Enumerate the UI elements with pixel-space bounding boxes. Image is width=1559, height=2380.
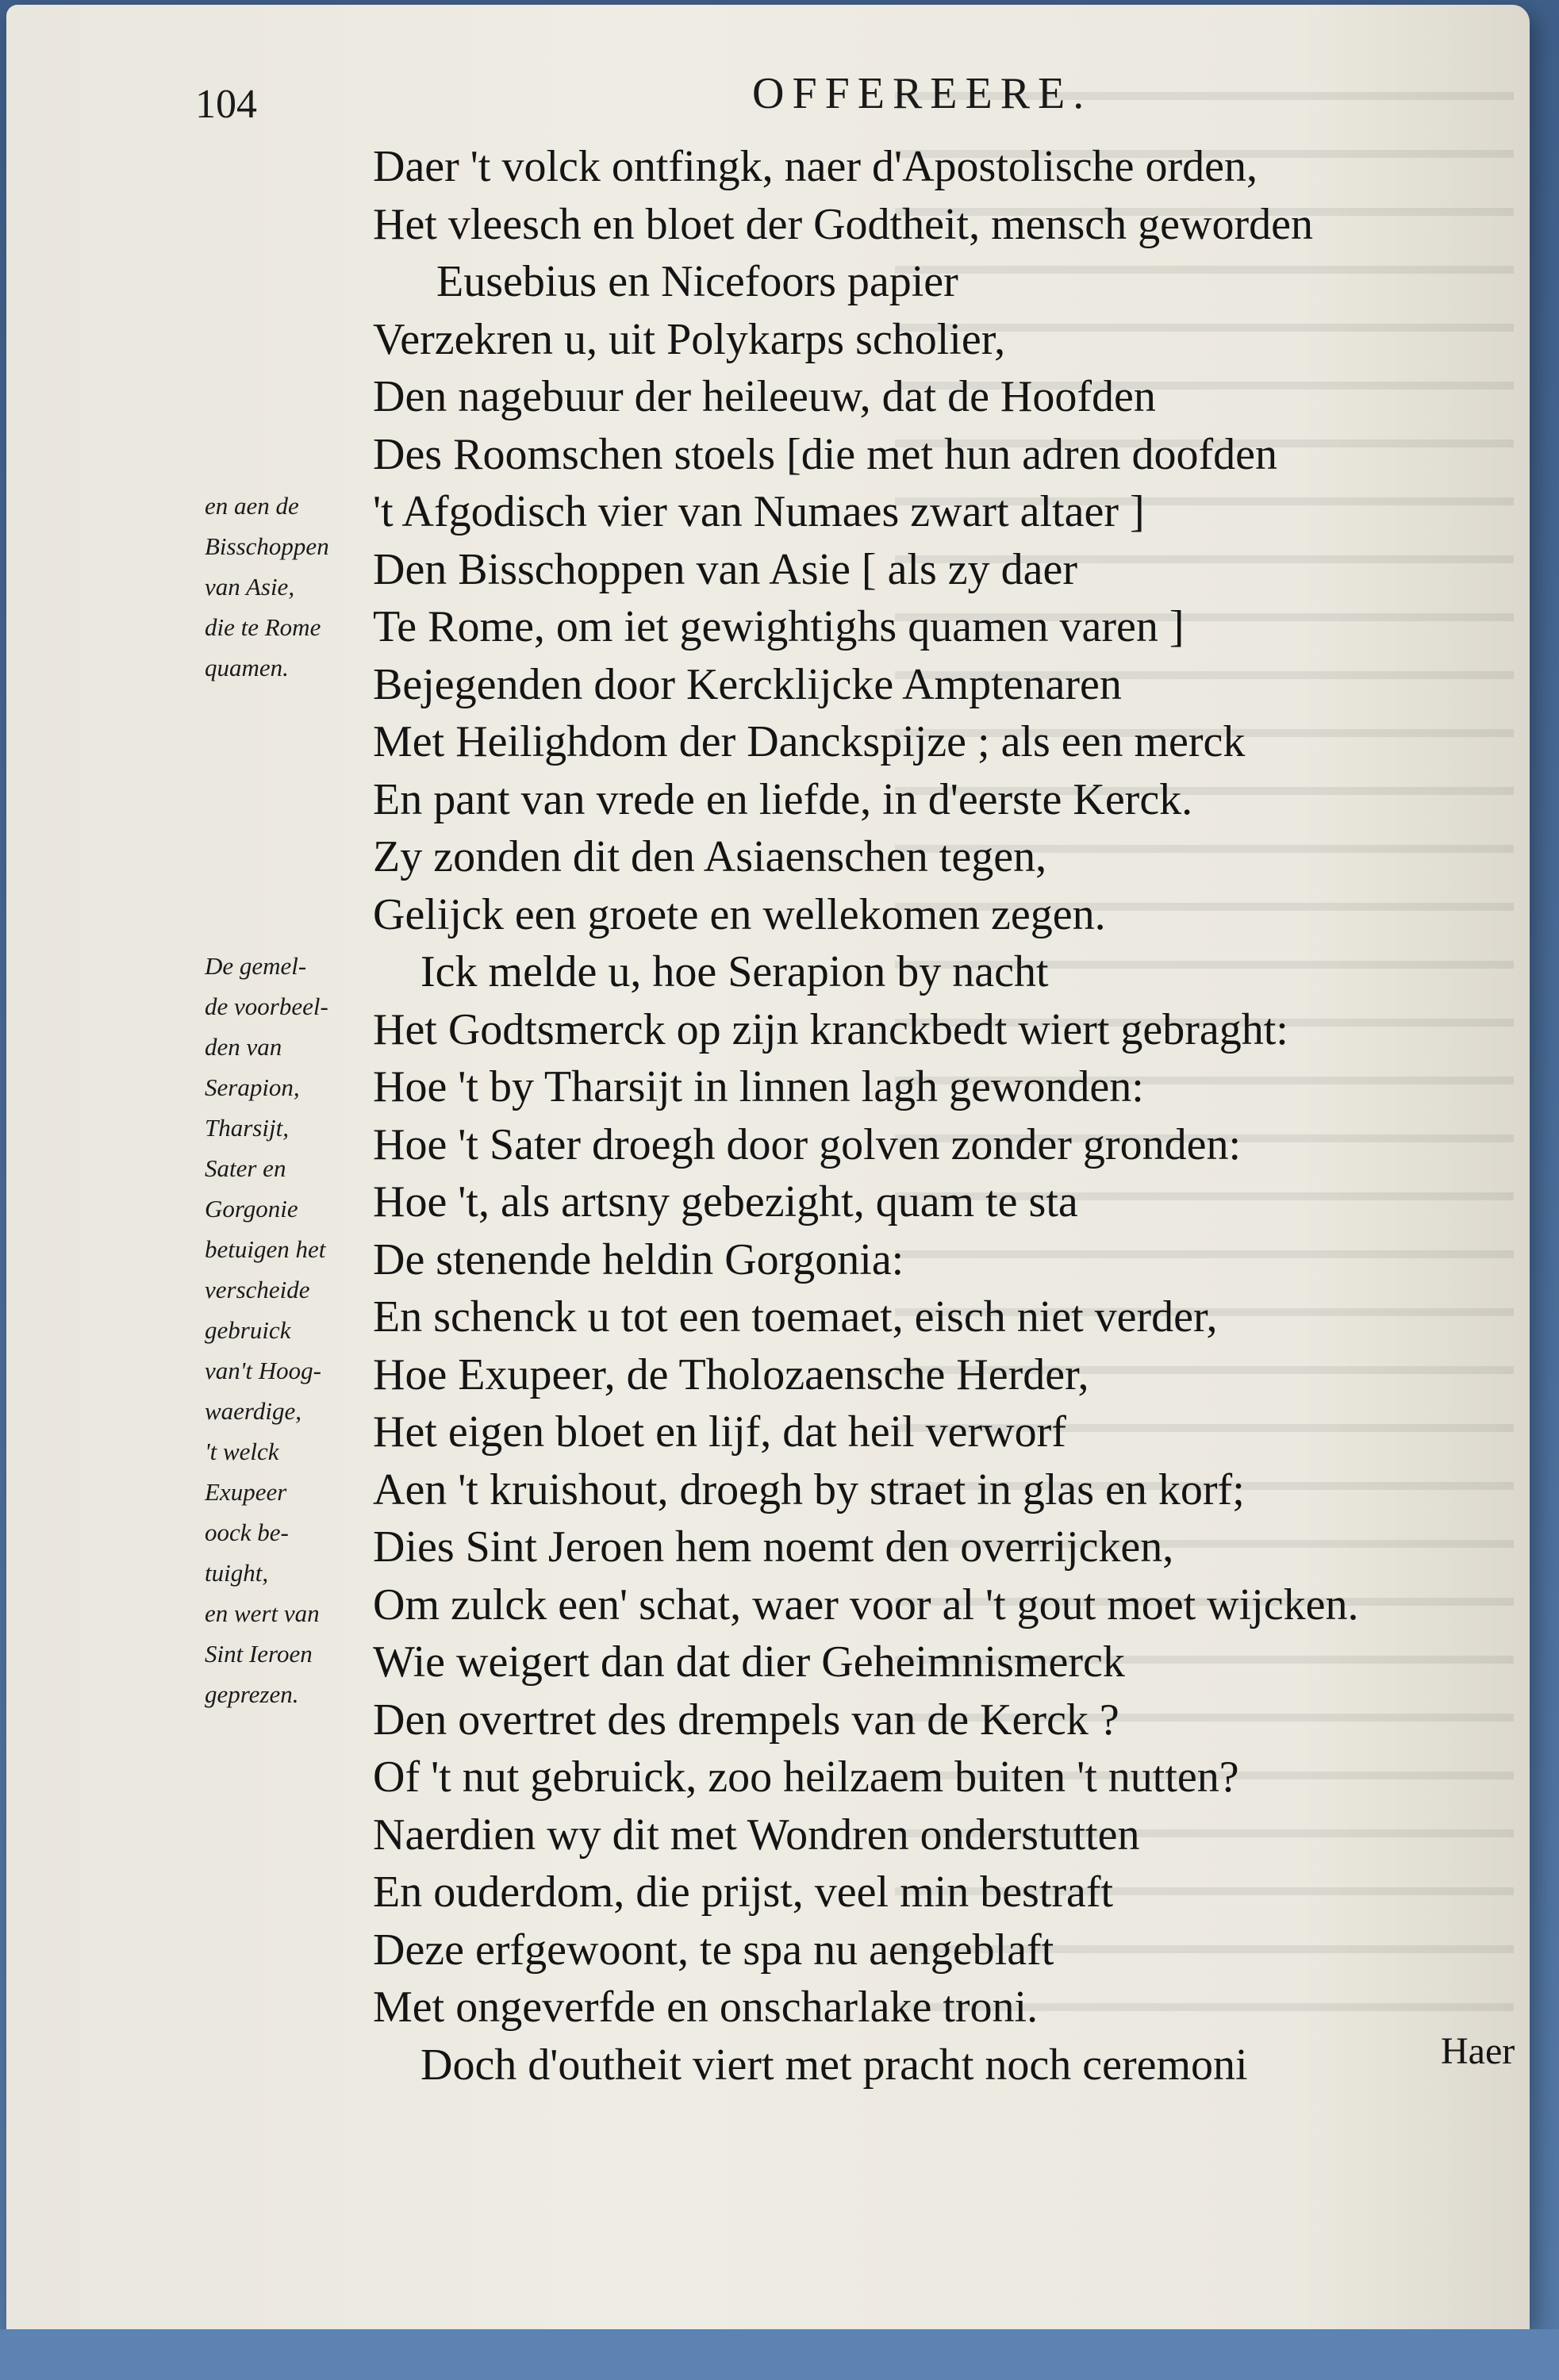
poem-line: En pant van vrede en liefde, in d'eerste Kerck. [373, 774, 1193, 824]
margin-note-line: Sint Ieroen [205, 1640, 313, 1668]
running-title: OFFEREERE. [752, 69, 1092, 118]
poem-body [373, 138, 1530, 2094]
poem-line: Naerdien wy dit met Wondren onderstutten [373, 1810, 1140, 1860]
margin-note-line: en wert van [205, 1599, 320, 1627]
margin-note-line: waerdige, [205, 1397, 301, 1425]
margin-note-line: van't Hoog- [205, 1357, 321, 1384]
margin-note-line: Exupeer [205, 1478, 287, 1506]
margin-note-line: geprezen. [205, 1680, 299, 1708]
margin-note-line: tuight, [205, 1559, 269, 1587]
poem-line: Eusebius en Nicefoors papier [436, 257, 958, 306]
margin-note-line: Sater en [205, 1154, 286, 1182]
margin-note-line: Tharsijt, [205, 1114, 289, 1142]
book-page [6, 5, 1530, 2329]
margin-note-line: gebruick [205, 1316, 291, 1344]
poem-line: Wie weigert dan dat dier Geheimnismerck [373, 1637, 1125, 1687]
poem-line: Hoe 't Sater droegh door golven zonder gronden: [373, 1119, 1241, 1169]
poem-line: En ouderdom, die prijst, veel min bestraft [373, 1868, 1114, 1917]
poem-line: Deze erfgewoont, te spa nu aengeblaft [373, 1925, 1054, 1975]
poem-line: Doch d'outheit viert met pracht noch ceremoni [420, 2040, 1248, 2090]
margin-note-line: Gorgonie [205, 1195, 298, 1223]
margin-note-line: quamen. [205, 654, 289, 681]
poem-line: Des Roomschen stoels [die met hun adren doofden [373, 429, 1277, 479]
poem-line: Of 't nut gebruick, zoo heilzaem buiten 't nutten? [373, 1752, 1239, 1802]
background-strip [0, 2329, 1559, 2380]
poem-line: Verzekren u, uit Polykarps scholier, [373, 314, 1006, 364]
poem-line: Zy zonden dit den Asiaenschen tegen, [373, 832, 1047, 881]
poem-line: Dies Sint Jeroen hem noemt den overrijcken, [373, 1522, 1174, 1572]
poem-line: Het eigen bloet en lijf, dat heil verworf [373, 1407, 1066, 1457]
poem-line: Gelijck een groete en wellekomen zegen. [373, 889, 1106, 939]
poem-line: Hoe 't by Tharsijt in linnen lagh gewonden: [373, 1062, 1144, 1111]
poem-line: Bejegenden door Kercklijcke Amptenaren [373, 659, 1122, 709]
margin-note-line: den van [205, 1033, 282, 1061]
poem-line: Den Bisschoppen van Asie [ als zy daer [373, 544, 1077, 594]
page-number: 104 [195, 82, 257, 127]
poem-line: Hoe 't, als artsny gebezight, quam te sta [373, 1177, 1078, 1226]
poem-line: En schenck u tot een toemaet, eisch niet verder, [373, 1292, 1218, 1342]
margin-note-line: 't welck [205, 1438, 279, 1465]
margin-note-line: de voorbeel- [205, 992, 328, 1020]
poem-line: Om zulck een' schat, waer voor al 't gout moet wijcken. [373, 1580, 1359, 1630]
poem-line: De stenende heldin Gorgonia: [373, 1234, 904, 1284]
margin-note-line: die te Rome [205, 613, 321, 641]
margin-note-line: Bisschoppen [205, 532, 329, 560]
poem-line: Hoe Exupeer, de Tholozaensche Herder, [373, 1349, 1089, 1399]
poem-line: Daer 't volck ontfingk, naer d'Apostolische orden, [373, 142, 1258, 191]
catchword: Haer [1441, 2030, 1515, 2072]
margin-note-bishops [205, 486, 363, 688]
margin-note-examples [205, 946, 363, 1714]
poem-line: Den overtret des drempels van de Kerck ? [373, 1695, 1119, 1745]
poem-line: Het vleesch en bloet der Godtheit, mensch geworden [373, 199, 1313, 249]
poem-line: Aen 't kruishout, droegh by straet in glas en korf; [373, 1464, 1245, 1514]
poem-line: Met Heilighdom der Danckspijze ; als een merck [373, 717, 1246, 766]
margin-note-line: betuigen het [205, 1235, 326, 1263]
margin-note-line: De gemel- [205, 952, 307, 980]
poem-line: Den nagebuur der heileeuw, dat de Hoofden [373, 372, 1156, 421]
margin-note-line: oock be- [205, 1518, 289, 1546]
margin-note-line: verscheide [205, 1276, 310, 1303]
margin-note-line: Serapion, [205, 1073, 300, 1101]
poem-line: 't Afgodisch vier van Numaes zwart altaer ] [373, 487, 1145, 536]
margin-note-line: en aen de [205, 492, 299, 520]
poem-line: Ick melde u, hoe Serapion by nacht [420, 947, 1049, 996]
margin-note-line: van Asie, [205, 573, 295, 601]
poem-line: Het Godtsmerck op zijn kranckbedt wiert gebraght: [373, 1004, 1288, 1054]
poem-line: Met ongeverfde en onscharlake troni. [373, 1983, 1039, 2032]
poem-line: Te Rome, om iet gewightighs quamen varen ] [373, 602, 1185, 651]
